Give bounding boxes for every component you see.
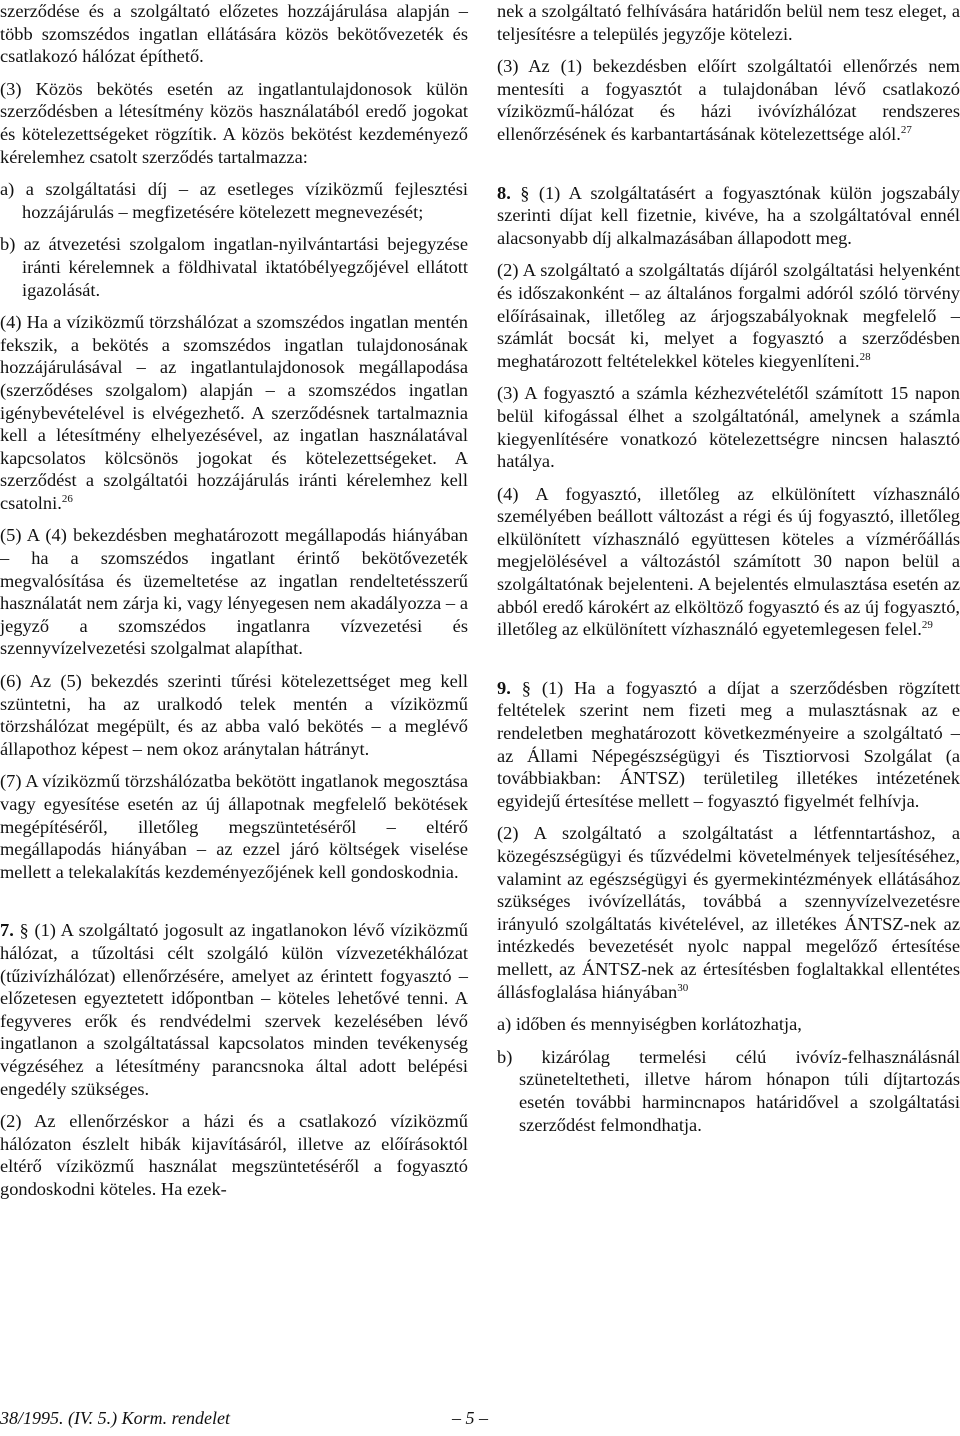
section-9-paragraph-1-text: § (1) Ha a fogyasztó a díjat a szerződésben rögzített feltételek szerint nem fizeti meg a mulasztásnak az e rendeletben meghatározott következményeire a szolgáltató – az Állami Népegészségügyi és Tisztiorvosi Szolgálat (a továbbiakban: ÁNTSZ) területileg illetékes intézetének egyidejű értesítése mellett – fogyasztó figyelmét felhívja.: [497, 677, 960, 811]
section-8-paragraph-2-text: (2) A szolgáltató a szolgáltatás díjáról szolgáltatási helyenként és időszakonként – az általános forgalmi adóról szóló törvény előírásainak, illetőleg az árjogszabályoknak megfelelő – számlát bocsát ki, melyet a fogyasztó a szerződésben meghatározott feltételekkel köteles kiegyenlíteni.: [497, 260, 960, 371]
section-7-paragraph-1: [0, 919, 468, 1100]
paragraph-4: [0, 311, 468, 514]
paragraph-7: (7) A víziközmű törzshálózatba bekötött ingatlanok megosztása vagy egyesítése esetén az új állapotnak megfelelő bekötések megépítéséről, illetőleg megszüntetéséről – eltérő megállapodás hiányában – az ezzel járó költségek viselése mellett a telekalakítás kezdeményezőjének kell gondoskodnia.: [0, 771, 468, 882]
footnote-ref-26: 26: [61, 492, 73, 505]
section-9-paragraph-1: [497, 677, 960, 813]
section-9-paragraph-2: [497, 822, 960, 1003]
footer-citation: 38/1995. (IV. 5.) Korm. rendelet: [0, 1408, 230, 1428]
right-column: [497, 0, 960, 1146]
section-7-paragraph-3: [497, 55, 960, 145]
section-8-paragraph-2: [497, 259, 960, 372]
paragraph-continuation-right: nek a szolgáltató felhívására határidőn belül nem tesz eleget, a teljesítésre a település jegyzője kötelezi.: [497, 1, 960, 44]
section-8-paragraph-4-text: (4) A fogyasztó, illetőleg az elkülönített vízhasználó személyében beállott változást a régi és új fogyasztó, illetőleg elkülönített vízhasználó együttesen köteles a vízmérőállás megjelölésével a változástól számított 30 napon belül a szolgáltatónak bejelenteni. A bejelentés elmulasztása esetén az abból eredő károkért az elköltöző fogyasztó és az új fogyasztó, illetőleg az elkülönített vízhasználó egyetemlegesen felel.: [497, 483, 960, 640]
paragraph-4-text: (4) Ha a víziközmű törzshálózat a szomszédos ingatlan mentén fekszik, a bekötés a szomszédos ingatlan tulajdonosának hozzájárulásával – az ingatlantulajdonosok megállapodása (szerződéses szolgalom) alapján – a szomszédos ingatlan igénybevételével is elvégezhető. A szerződésnek tartalmaznia kell a létesítmény elhelyezésével, az ingatlan használatával kapcsolatos kölcsönös jogokat és kötelezettségeket. A szerződést a szolgáltatói hozzájárulás iránti kérelemhez kell csatolni.: [0, 312, 468, 513]
section-7-number: 7.: [0, 920, 14, 941]
footnote-ref-28: 28: [859, 350, 871, 363]
section-7-paragraph-3-text: (3) Az (1) bekezdésben előírt szolgáltatói ellenőrzés nem mentesíti a fogyasztót a tulajdonában lévő csatlakozó víziközmű-hálózat és házi ivóvízhálózat rendszeres ellenőrzésének és karbantartásának kötelezettsége alól.: [497, 56, 960, 144]
footnote-ref-29: 29: [921, 619, 933, 632]
section-gap: [0, 893, 468, 919]
paragraph-5: (5) A (4) bekezdésben meghatározott megállapodás hiányában – ha a szomszédos ingatlant érintő bekötővezeték megvalósítása és üzemeltetése az ingatlan rendeltetésszerű használatát nem zárja ki, vagy lényegesen nem akadályozza – a jegyző a szomszédos ingatlanra vízvezetési és szennyvízelvezetési szolgalmat alapíthat.: [0, 525, 468, 659]
footnote-ref-27: 27: [900, 123, 912, 136]
section-gap: [497, 651, 960, 677]
page-footer: [0, 1408, 960, 1432]
paragraph-6: (6) Az (5) bekezdés szerinti tűrési kötelezettséget meg kell szüntetni, ha az uralkodó telek mentén a víziközmű törzshálózat megépült, és az abba való bekötés – a meglévő állapothoz képest – nem okoz aránytalan hátrányt.: [0, 671, 468, 759]
footnote-ref-30: 30: [677, 981, 689, 994]
page-number: – 5 –: [452, 1408, 488, 1428]
section-gap: [497, 156, 960, 182]
paragraph-3: (3) Közös bekötés esetén az ingatlantulajdonosok külön szerződésben a létesítmény közös használatából eredő jogokat és kötelezettségeket rögzítik. A közös bekötést kezdeményező kérelemhez csatolt szerződés tartalmazza:: [0, 78, 468, 167]
section-9-paragraph-2-text: (2) A szolgáltató a szolgáltatást a létfenntartáshoz, a közegészségügyi és tűzvédelmi követelmények teljesítéséhez, valamint az egészségügyi és gyermekintézmények ellátásához szükséges ivóvízellátás, továbbá a szennyvízelvezetésre irányuló szolgáltatás kivételével, az illetékes ÁNTSZ-nek az intézkedés bevezetését nyolc nappal megelőző értesítése mellett, az ÁNTSZ-nek az értesítésben foglaltakkal ellentétes állásfoglalása hiányában: [497, 823, 960, 1002]
section-8-paragraph-3: (3) A fogyasztó a számla kézhezvételétől számított 15 napon belül kifogással élhet a szolgáltatónál, amelynek a számla kiegyenlítésére vonatkozó kötelezettségre nincsen halasztó hatálya.: [497, 383, 960, 472]
section-7-paragraph-1-text: § (1) A szolgáltató jogosult az ingatlanokon lévő víziközmű hálózat, a tűzoltási célt szolgáló külön vízvezetékhálózat (tűzivízhálózat) ellenőrzésére, amelyet az érintett fogyasztó – előzetesen egyeztetett időpontban – köteles lehetővé tenni. A fegyveres erők és rendvédelmi szervek kezelésében lévő ingatlanon a szolgáltatással kapcsolatos minden tevékenység végzéséhez a létesítmény parancsnoka által adott belépési engedély szükséges.: [0, 920, 468, 1099]
paragraph-continuation: szerződése és a szolgáltató előzetes hozzájárulása alapján – több szomszédos ingatlan ellátására közös bekötővezeték és csatlakozó hálózat építhető.: [0, 1, 468, 67]
section-8-paragraph-4: [497, 483, 960, 641]
section-8-paragraph-1: [497, 182, 960, 250]
section-8-number: 8.: [497, 182, 511, 203]
left-column: [0, 0, 468, 1211]
list-item-a: a) a szolgáltatási díj – az esetleges víziközmű fejlesztési hozzájárulás – megfizetésére kötelezett megnevezését;: [0, 179, 468, 222]
section-9-number: 9.: [497, 677, 511, 698]
list-item-b-right: b) kizárólag termelési célú ivóvíz-felhasználásnál szüneteltetheti, illetve három hónapon túli díjtartozás esetén további harmincnapos határidővel a szolgáltatási szerződést felmondhatja.: [497, 1046, 960, 1135]
list-item-a-right: a) időben és mennyiségben korlátozhatja,: [497, 1014, 802, 1035]
section-7-paragraph-2: (2) Az ellenőrzéskor a házi és a csatlakozó víziközmű hálózaton észlelt hibák kijavításáról, illetve az előírásoktól eltérő víziközmű használat megszüntetéséről a fogyasztó gondoskodni köteles. Ha ezek-: [0, 1111, 468, 1199]
list-item-b: b) az átvezetési szolgalom ingatlan-nyilvántartási bejegyzése iránti kérelemnek a földhivatal iktatóbélyegzőjével ellátott igazolását.: [0, 234, 468, 300]
section-8-paragraph-1-text: § (1) A szolgáltatásért a fogyasztónak külön jogszabály szerinti díjat kell fizetnie, kivéve, ha a szolgáltatóval ennél alacsonyabb díj alkalmazásában állapodott meg.: [497, 182, 960, 248]
